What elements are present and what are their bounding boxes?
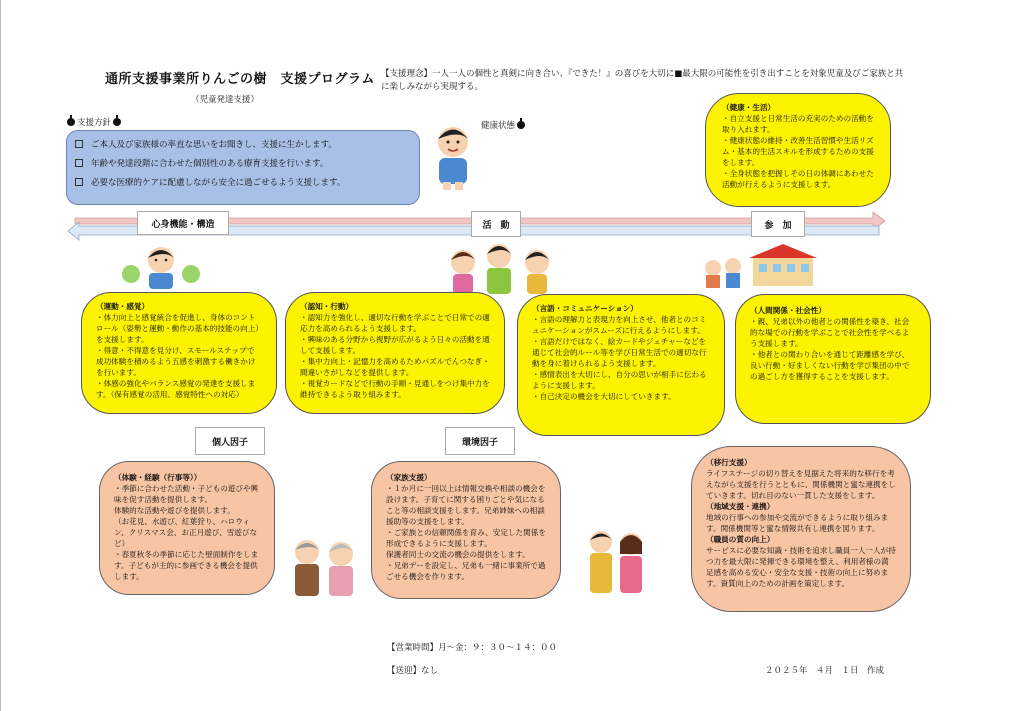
parents-illustration: [585, 526, 649, 598]
node-activity: 活 動: [471, 211, 521, 237]
health-label: 健康状態: [481, 119, 525, 131]
health-life-box: （健康・生活） ・自立支援と日常生活の充実のための活動を取り入れます。 ・健康状態の維持・改善生活習慣や生活リズム・基本的生活スキルを形成するための支援をします。 ・全身状態を把握しその日の体調にあわせた活動が行えるように支援します。: [705, 93, 891, 207]
business-hours: 【営業時間】月～金：９：３０～１４：００: [387, 643, 558, 653]
bullet-icon: [75, 159, 83, 167]
motor-sensory-box: （運動・感覚） ・体力向上と感覚統合を促進し、身体のコントロール（姿勢と運動・動作の基本的技能の向上）を支援します。 ・得意・不得意を見分け、スモールステップで成功体験を積めるよう五感を刺激する働きかけを行います。 ・体感の強化やバランス感覚の発達を支援します。（保有感覚の活用、感覚特性への対応）: [81, 292, 277, 414]
node-participation: 参 加: [751, 211, 805, 237]
policy-item: 年齢や発達段階に合わせた個別性のある療育支援を行います。: [75, 157, 411, 169]
kids-group-illustration: [441, 240, 557, 296]
node-personal-factor: 個人因子: [195, 427, 265, 455]
relationship-social-box: （人間関係・社会性） ・親、兄弟以外の他者との関係性を築き、社会的な場での行動を学ぶことで社会性を学べるよう支援します。 ・他者との関わり合いを通じて距離感を学び、良い行動・好ましくない行動を学び集団の中での過ごし方を獲得することを支援します。: [735, 294, 931, 424]
experience-events-box: （体験・経験（行事等）） ・季節に合わせた活動・子どもの遊びや興味を促す活動を提供します。 体験的な活動や遊びを提供します。 （お花見、水遊び、紅葉狩り、ハロウィン、クリスマス会、お正月遊び、雪遊びなど） ・春夏秋冬の季節に応じた壁面制作をします。子どもが主的に参画できる機会を提供します。: [99, 461, 275, 595]
language-communication-box: （言語・コミュニケーション） ・言語の理解力と表現力を向上させ、他者とのコミュニケーションがスムーズに行えるようにします。 ・言語だけではなく、絵カードやジェチャーなどを通じて社会的ルール等を学び日常生活での適切な行動を身に着けられるよう支援します。 ・感情表出を大切にし、自分の思いが相手に伝わるように支援します。 ・自己決定の機会を大切にしていきます。: [517, 294, 725, 436]
apple-icon: [67, 118, 75, 126]
bullet-icon: [75, 178, 83, 186]
node-body-function: 心身機能・構造: [137, 211, 229, 235]
cognition-behavior-box: （認知・行動） ・認知力を強化し、適切な行動を学ぶことで日常での適応力を高められるよう支援します。 ・興味のある分野から視野が広がるよう日々の活動を通して支援します。 ・集中力向上・記憶力を高めるためパズルでんつなぎ・間違いさがしなどを提供します。 ・視覚カードなどで行動の手順・見通しをつけ集中力を維持できるよう取り組みます。: [285, 292, 505, 414]
transition-community-box: （移行支援） ライフステージの切り替えを見据えた将来的な移行を考えながら支援を行うとともに、関係機関と蜜な連携をしていきます。切れ目のない一貫した支援をします。 （地域支援・連携） 地域の行事への参加や交流ができるように取り組みます。関係機関等と蜜な情報共有し連携を図ります。 （職員の質の向上） サービスに必要な知識・技術を追求し職員一人一人が持つ力を最大限に発揮できる環境を整え、利用者様の満足感を高める安心・安全な支援・技術の向上に努めます。資質向上のための計画を策定します。: [691, 446, 911, 612]
policy-item: 必要な医療的ケアに配慮しながら安全に過ごせるよう支援します。: [75, 176, 411, 188]
policy-item: ご本人及び家族様の率直な思いをお聞きし、支援に生かします。: [75, 138, 411, 150]
support-philosophy: 【支援理念】一人一人の個性と真剣に向き合い、『できた！』の喜びを大切に■最大限の可能性を引き出すことを対象児童及びご家族と共に楽しみながら実現する。: [381, 69, 904, 92]
page-title: 通所支援事業所りんごの樹 支援プログラム: [105, 72, 375, 87]
kid-playing-illustration: [121, 244, 201, 290]
policy-label: 支援方針: [67, 116, 121, 128]
created-date: ２０２５年 ４月 １日 作成: [765, 666, 885, 676]
page-subtitle: （児童発達支援）: [191, 95, 260, 105]
playground-illustration: [697, 240, 825, 290]
grandparents-illustration: [287, 536, 361, 598]
transport-info: 【送迎】なし: [387, 666, 439, 676]
apple-icon: [113, 118, 121, 126]
node-environment-factor: 環境因子: [445, 427, 515, 455]
apple-icon: [517, 121, 525, 129]
bullet-icon: [75, 140, 83, 148]
boy-illustration: [429, 122, 477, 192]
policy-box: [66, 130, 420, 205]
family-support-box: （家族支援） ・１か月に一回以上は情報交換や相談の機会を設けます。子育てに関する困りごとや気になること等の相談支援をします。兄弟姉妹への相談援助等の支援をします。 ・ご家族との信頼関係を育み、安定した関係を形成できるように支援します。 保護者同士の交流の機会の提供をします。 ・兄弟デーを設定し、兄弟も一緒に事業所で過ごせる機会を作ります。: [371, 461, 561, 599]
